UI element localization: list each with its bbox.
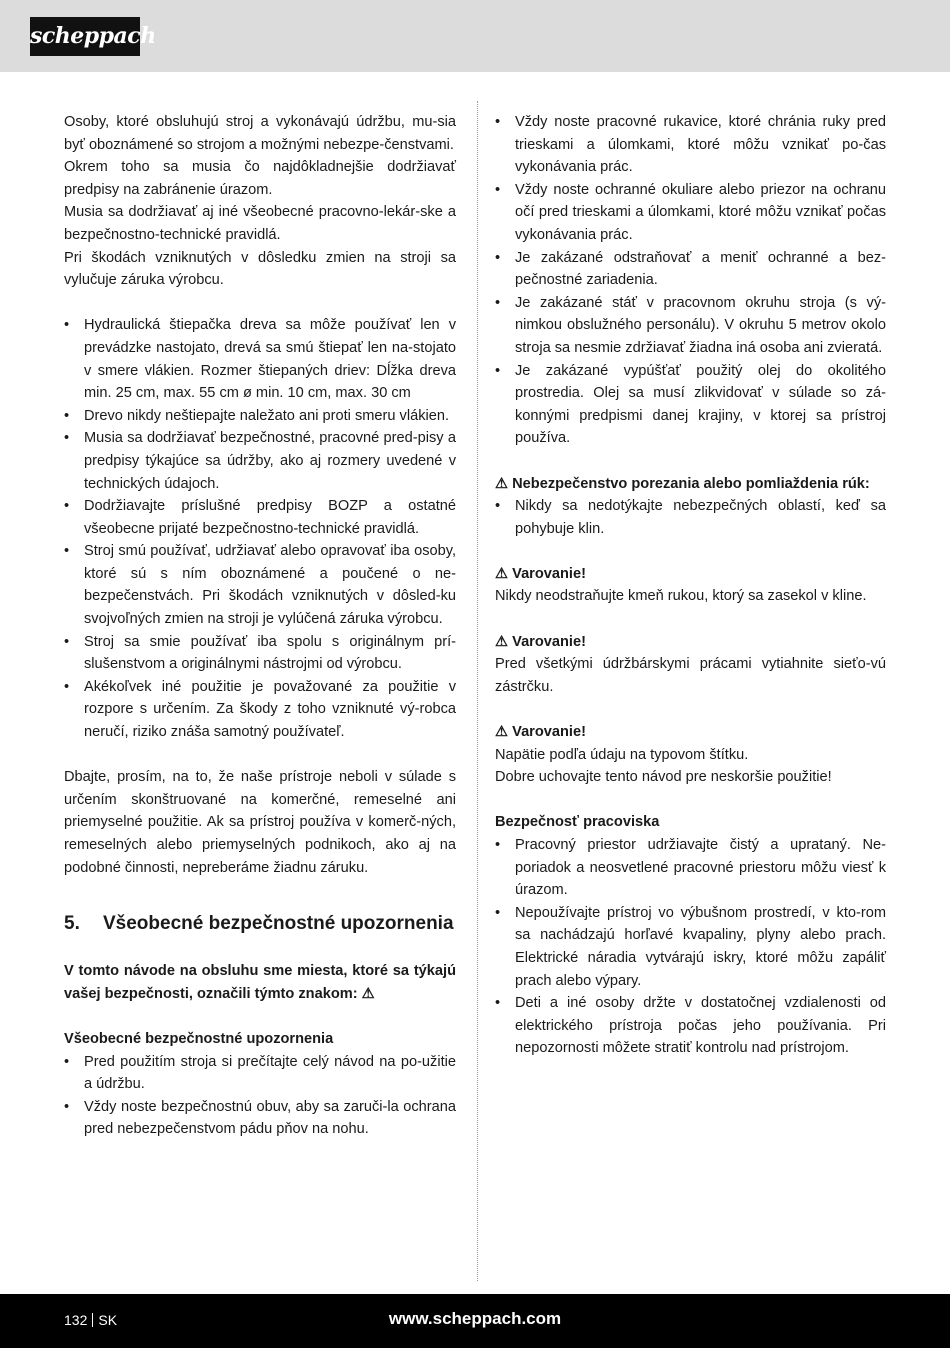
list-item: • Stroj sa smie používať iba spolu s originálnym prí-slušenstvom a originálnymi nástrojmi od výrobcu. xyxy=(64,631,456,676)
list-item: • Je zakázané vypúšťať použitý olej do okolitého prostredia. Olej sa musí zlikvidovať v súlade so zá-konnými predpismi danej krajiny, v ktorej sa prístroj používa. xyxy=(495,360,886,450)
section-title: Všeobecné bezpečnostné upozornenia xyxy=(103,913,454,935)
list-item: • Vždy noste ochranné okuliare alebo priezor na ochranu očí pred trieskami a úlomkami, ktoré môžu vznikať počas vykonávania prác. xyxy=(495,179,886,247)
workplace-bullet-list xyxy=(495,834,886,1060)
section-heading xyxy=(64,912,456,935)
warning-heading: ⚠ Varovanie! xyxy=(495,565,586,582)
workplace-heading: Bezpečnosť pracoviska xyxy=(495,814,660,831)
usage-bullet-list xyxy=(64,314,456,743)
general-bullet-list xyxy=(64,1051,456,1141)
ppe-bullet-list xyxy=(495,111,886,450)
footer-bar xyxy=(0,1294,950,1348)
disclaimer-paragraph: Dbajte, prosím, na to, že naše prístroje neboli v súlade s určením skonštruované na komerčné, remeselné ani priemyselné použitie. Ak sa prístroj používa v komerč-ných, remeselných alebo priemyselných podnikoch, ako aj na podobné činnosti, nepreberáme žiadnu záruku. xyxy=(64,769,456,876)
right-column xyxy=(495,111,886,1060)
intro-paragraph: Musia sa dodržiavať aj iné všeobecné pracovno-lekár-ske a bezpečnostno-technické pravidlá. xyxy=(64,204,456,243)
list-item: • Dodržiavajte príslušné predpisy BOZP a ostatné všeobecne prijaté bezpečnostno-technické pravidlá. xyxy=(64,495,456,540)
list-item: • Hydraulická štiepačka dreva sa môže používať len v prevádzke nastojato, drevá sa smú štiepať len na-stojato v smere vlákien. Rozmer štiepaných driev: Dĺžka dreva min. 25 cm, max. 55 cm ø min. 10 cm, max. 30 cm xyxy=(64,314,456,404)
list-item: • Nikdy sa nedotýkajte nebezpečných oblastí, keď sa pohybuje klin. xyxy=(495,495,886,540)
list-item: • Je zakázané odstraňovať a meniť ochranné a bez-pečnostné zariadenia. xyxy=(495,247,886,292)
section-number: 5. xyxy=(64,913,80,935)
intro-paragraph: Pri škodách vzniknutých v dôsledku zmien na stroji sa vylučuje záruka výrobcu. xyxy=(64,249,456,289)
cut-hazard-list xyxy=(495,495,886,540)
list-item: • Drevo nikdy neštiepajte naležato ani proti smeru vlákien. xyxy=(64,405,456,428)
list-item: • Pracovný priestor udržiavajte čistý a uprataný. Ne-poriadok a neosvetlené pracovné priestoru môžu viesť k úrazom. xyxy=(495,834,886,902)
list-item: • Musia sa dodržiavať bezpečnostné, pracovné pred-pisy a predpisy týkajúce sa údržby, ako aj rozmery uvedené v technických údajoch. xyxy=(64,427,456,495)
warning-text: Dobre uchovajte tento návod pre neskoršie použitie! xyxy=(495,769,832,786)
list-item: • Pred použitím stroja si prečítajte celý návod na po-užitie a údržbu. xyxy=(64,1051,456,1096)
list-item: • Vždy noste pracovné rukavice, ktoré chránia ruky pred trieskami a úlomkami, ktoré môžu vznikať po-čas vykonávania prác. xyxy=(495,111,886,179)
section-intro: V tomto návode na obsluhu sme miesta, ktoré sa týkajú vašej bezpečnosti, označili týmto znakom: ⚠ xyxy=(64,963,456,1002)
list-item: • Akékoľvek iné použitie je považované za použitie v rozpore s určením. Za škody z toho vzniknuté vý-robca neručí, riziko znáša samotný používateľ. xyxy=(64,676,456,744)
warning-text: Pred všetkými údržbárskymi prácami vytiahnite sieťo-vú zástrčku. xyxy=(495,656,886,695)
warning-text: Napätie podľa údaju na typovom štítku. xyxy=(495,746,749,763)
list-item: • Je zakázané stáť v pracovnom okruhu stroja (s vý-nimkou obslužného personálu). V okruhu 5 metrov okolo stroja sa nesmie zdržiavať žiadna iná osoba ani zvieratá. xyxy=(495,292,886,360)
list-item: • Stroj smú používať, udržiavať alebo opravovať iba osoby, ktoré sú s ním oboznámené a poučené o ne-bezpečenstvách. Pri škodách vzniknutých v dôsled-ku svojvoľných zmien na stroji je vylúčená záruka výrobcu. xyxy=(64,540,456,630)
page-number: 132 xyxy=(64,1312,88,1328)
scheppach-logo: scheppach xyxy=(30,17,140,56)
list-item: • Vždy noste bezpečnostnú obuv, aby sa zaruči-la ochrana pred nebezpečenstvom pádu pňov na nohu. xyxy=(64,1096,456,1141)
cut-hazard-heading: ⚠ Nebezpečenstvo porezania alebo pomliaždenia rúk: xyxy=(495,475,870,492)
list-item: • Nepoužívajte prístroj vo výbušnom prostredí, v kto-rom sa nachádzajú horľavé kvapaliny, plyny alebo prach. Elektrické náradia vytvárajú iskry, ktoré môžu zapáliť prach alebo výpary. xyxy=(495,902,886,992)
language-code: SK xyxy=(98,1312,118,1328)
subheading: Všeobecné bezpečnostné upozornenia xyxy=(64,1030,334,1047)
warning-heading: ⚠ Varovanie! xyxy=(495,724,586,741)
list-item: • Deti a iné osoby držte v dostatočnej vzdialenosti od elektrického prístroja počas jeho používania. Pri nepozornosti môžete stratiť kontrolu nad prístrojom. xyxy=(495,992,886,1060)
warning-heading: ⚠ Varovanie! xyxy=(495,633,586,650)
intro-paragraph: Okrem toho sa musia čo najdôkladnejšie dodržiavať predpisy na zabránenie úrazom. xyxy=(64,159,456,198)
warning-text: Nikdy neodstraňujte kmeň rukou, ktorý sa zasekol v kline. xyxy=(495,588,867,605)
header-bar xyxy=(0,0,950,72)
left-column xyxy=(64,111,456,1141)
website-url: www.scheppach.com xyxy=(388,1309,562,1328)
intro-paragraph: Osoby, ktoré obsluhujú stroj a vykonávajú údržbu, mu-sia byť oboznámené so strojom a možnými nebezpe-čenstvami. xyxy=(64,114,456,153)
